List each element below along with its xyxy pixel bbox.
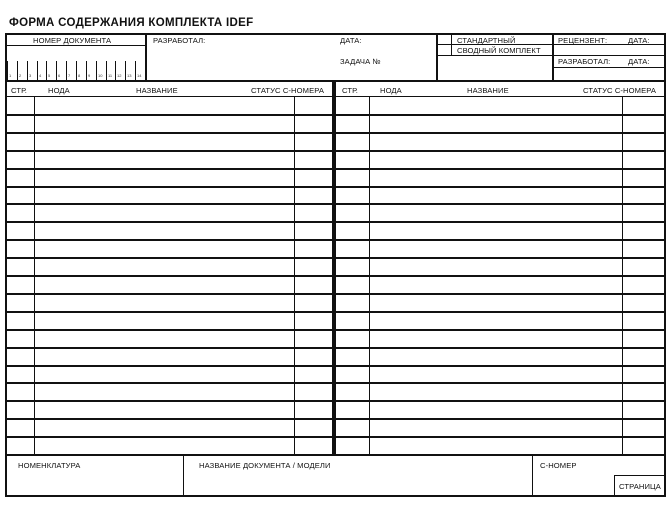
left-col-name: НАЗВАНИЕ (136, 86, 178, 95)
nomenclature-label: НОМЕНКЛАТУРА (18, 461, 81, 470)
doc-number-cell-index: 9 (88, 73, 91, 78)
right-col-node: НОДА (380, 86, 402, 95)
table-row (5, 203, 666, 205)
task-label: ЗАДАЧА № (340, 57, 381, 66)
developer2-date-label: ДАТА: (628, 57, 650, 66)
table-row (5, 150, 666, 152)
reviewer-date-label: ДАТА: (628, 36, 650, 45)
standard-label: СТАНДАРТНЫЙ (457, 36, 516, 45)
table-row (5, 382, 666, 384)
left-col-page: СТР. (11, 86, 28, 95)
doc-number-cell-index: 7 (68, 73, 71, 78)
summary-checkbox[interactable] (438, 45, 451, 55)
doc-number-label: НОМЕР ДОКУМЕНТА (33, 36, 112, 45)
footer-top-line (5, 454, 666, 456)
developer2-label: РАЗРАБОТАЛ: (558, 57, 611, 66)
left-col-node: НОДА (48, 86, 70, 95)
doc-number-cell-index: 13 (127, 73, 132, 78)
doc-number-cell-index: 8 (78, 73, 81, 78)
center-divider (332, 80, 336, 454)
doc-number-cell-index: 5 (48, 73, 51, 78)
table-row (5, 400, 666, 402)
form-title: ФОРМА СОДЕРЖАНИЯ КОМПЛЕКТА IDEF (9, 17, 254, 29)
table-row (5, 168, 666, 170)
standard-checkbox[interactable] (438, 35, 451, 44)
table-row (5, 311, 666, 313)
right-col-status: СТАТУС С-НОМЕРА (583, 86, 657, 95)
table-row (5, 186, 666, 188)
doc-number-cell-index: 3 (29, 73, 32, 78)
table-row (5, 275, 666, 277)
doc-number-cell-index: 14 (137, 73, 142, 78)
right-col-name: НАЗВАНИЕ (467, 86, 509, 95)
left-col-status: СТАТУС С-НОМЕРА (251, 86, 325, 95)
date-label: ДАТА: (340, 36, 362, 45)
table-row (5, 347, 666, 349)
doc-number-right-border (145, 33, 147, 81)
table-row (5, 221, 666, 223)
table-row (5, 329, 666, 331)
doc-number-cell-index: 2 (19, 73, 22, 78)
doc-number-cell-index: 11 (108, 73, 113, 78)
table-row (5, 132, 666, 134)
doc-number-cell-index: 12 (117, 73, 122, 78)
doc-name-label: НАЗВАНИЕ ДОКУМЕНТА / МОДЕЛИ (199, 461, 331, 470)
table-row (5, 114, 666, 116)
table-row (5, 436, 666, 438)
table-row (5, 418, 666, 420)
summary-label: СВОДНЫЙ КОМПЛЕКТ (457, 46, 541, 55)
doc-number-cell-index: 10 (98, 73, 103, 78)
table-row (5, 365, 666, 367)
table-row (5, 293, 666, 295)
developer-label: РАЗРАБОТАЛ: (153, 36, 206, 45)
right-col-page: СТР. (342, 86, 359, 95)
doc-number-cell-index: 1 (9, 73, 12, 78)
page-label: СТРАНИЦА (619, 482, 661, 491)
doc-number-cell-index: 6 (58, 73, 61, 78)
table-row (5, 257, 666, 259)
doc-number-cell-index: 4 (39, 73, 42, 78)
table-row (5, 239, 666, 241)
c-number-label: С-НОМЕР (540, 461, 577, 470)
reviewer-label: РЕЦЕНЗЕНТ: (558, 36, 608, 45)
